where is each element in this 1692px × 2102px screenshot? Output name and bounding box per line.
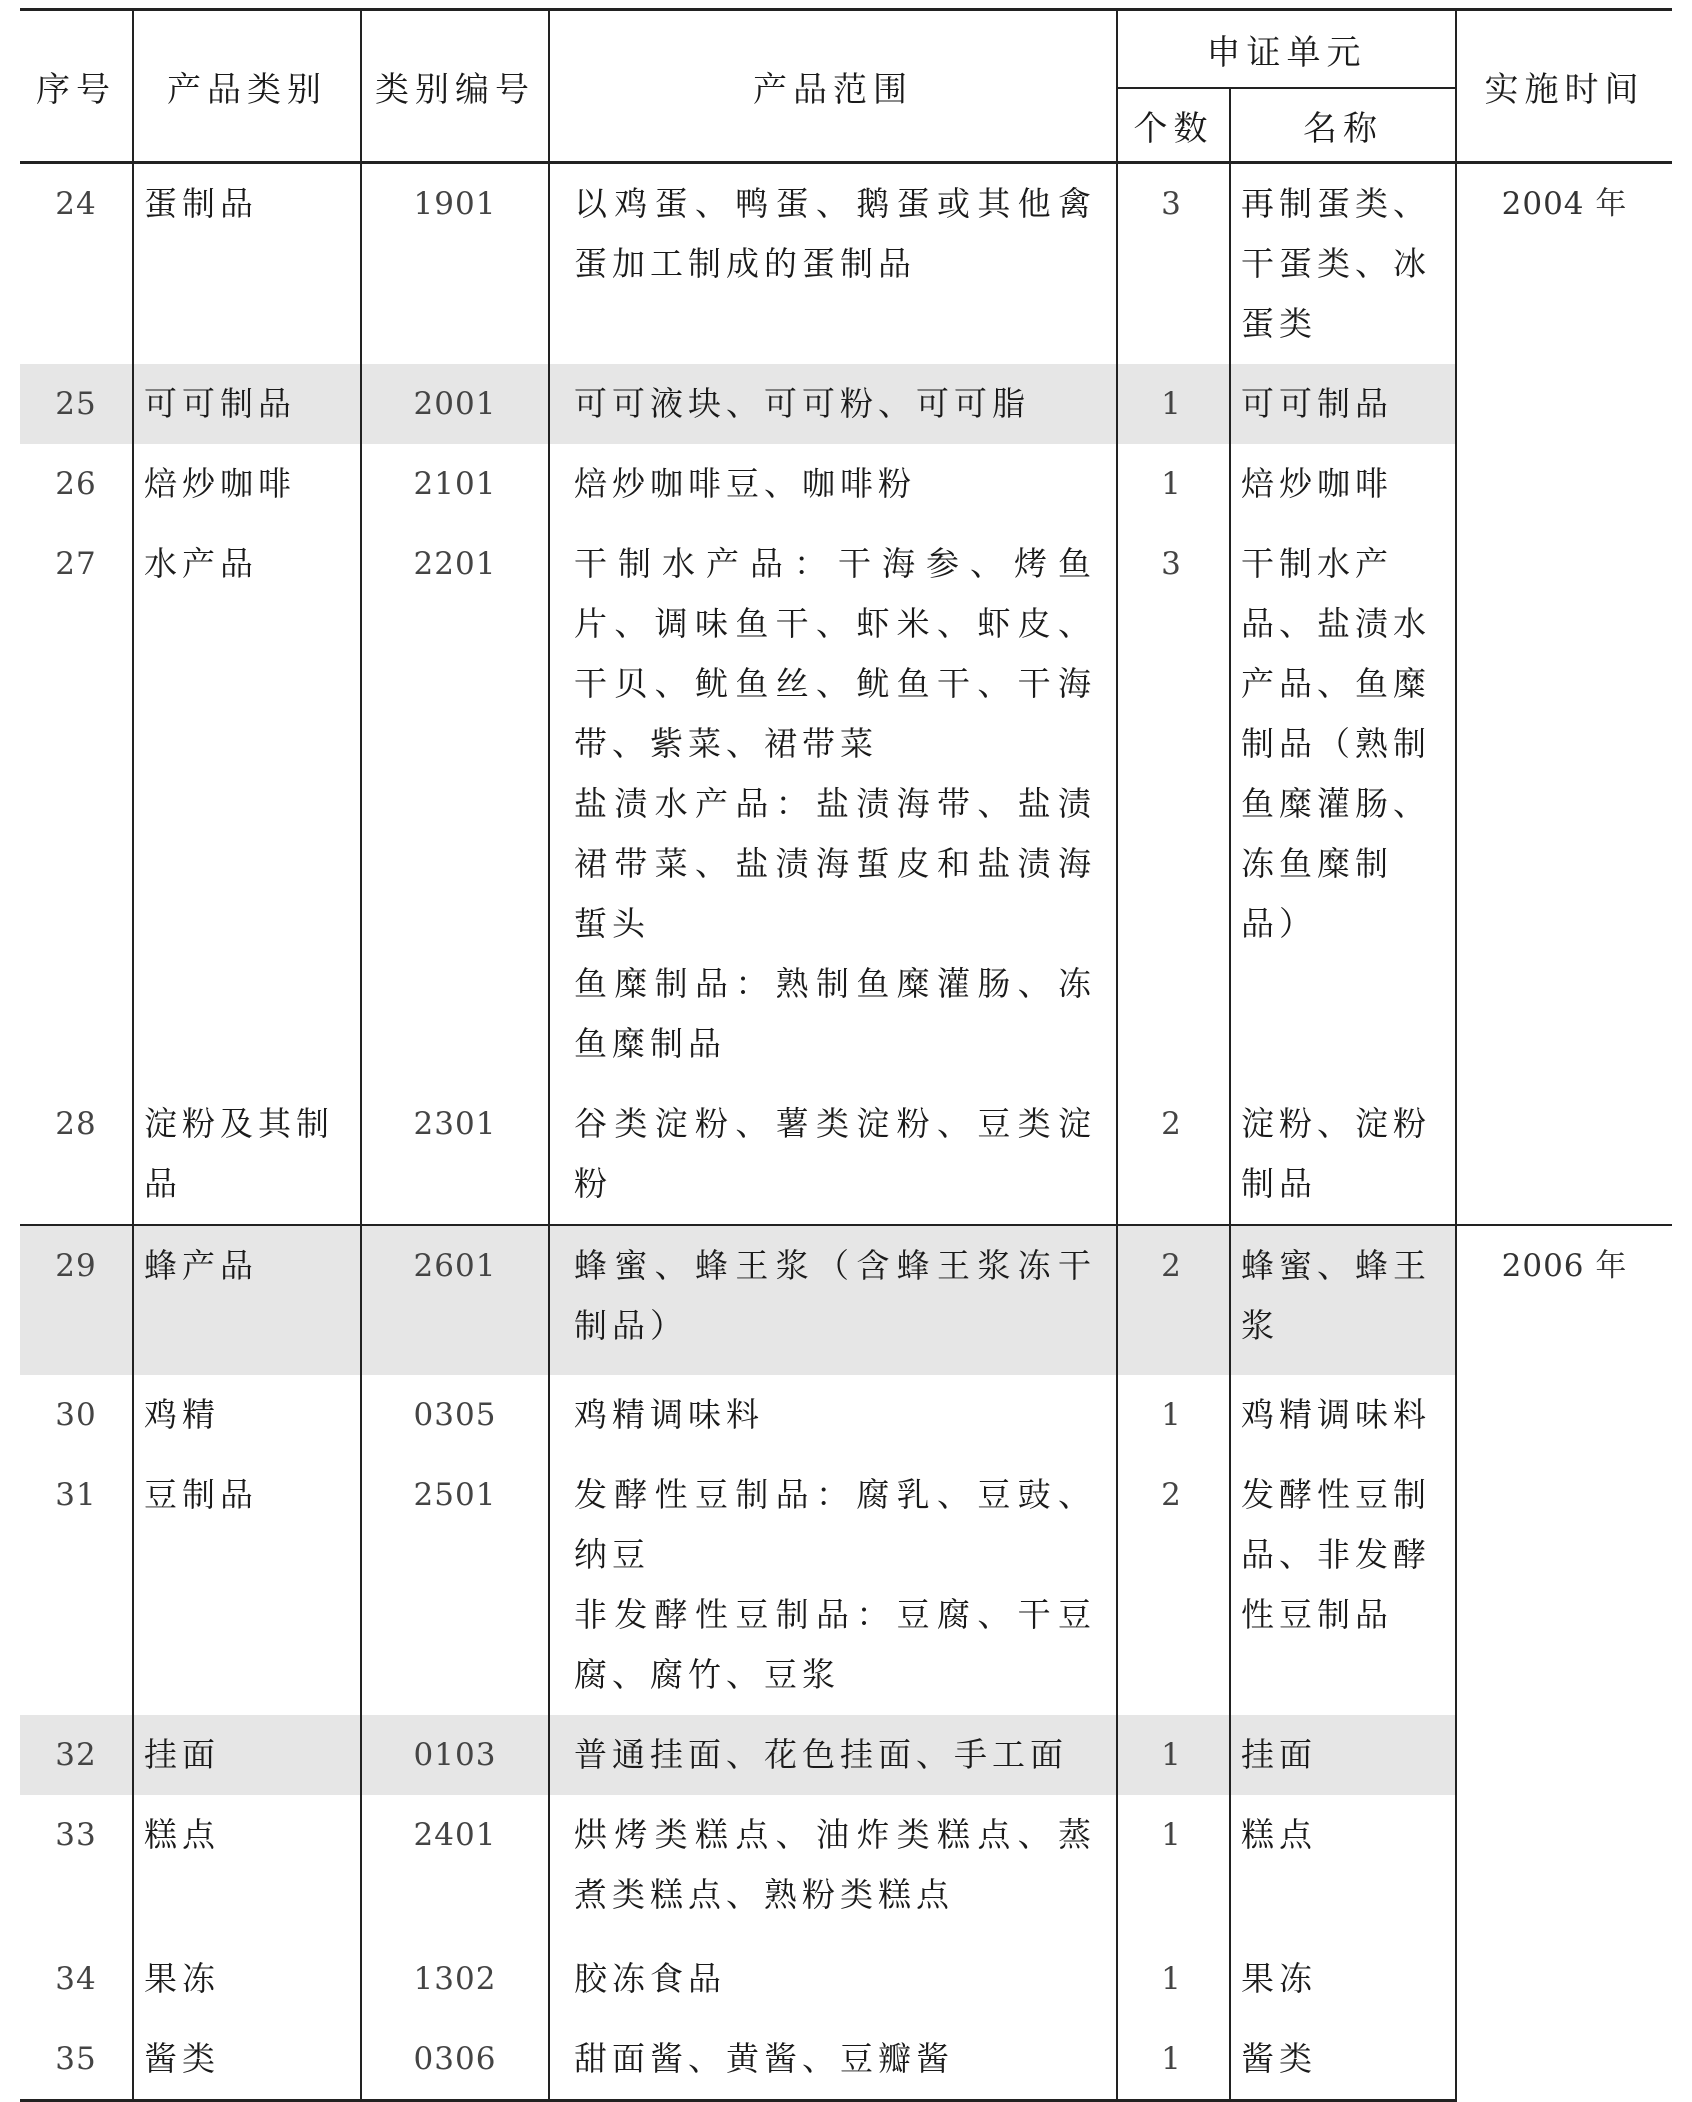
cell-scope: 以鸡蛋、鸭蛋、鹅蛋或其他禽蛋加工制成的蛋制品: [549, 163, 1117, 365]
cell-count: 1: [1117, 1939, 1230, 2019]
product-category-table: [20, 8, 1672, 2102]
cell-seq: 26: [20, 444, 133, 524]
cell-code: 0305: [361, 1375, 549, 1455]
cell-count: 1: [1117, 1375, 1230, 1455]
cell-name: 干制水产品、盐渍水产品、鱼糜制品（熟制鱼糜灌肠、冻鱼糜制品）: [1230, 524, 1456, 1084]
table-row: [20, 163, 1672, 365]
cell-name: 果冻: [1230, 1939, 1456, 2019]
cell-scope: 焙炒咖啡豆、咖啡粉: [549, 444, 1117, 524]
table-row: [20, 1084, 1672, 1225]
cell-count: 3: [1117, 163, 1230, 365]
table-row: [20, 524, 1672, 1084]
cell-category: 淀粉及其制品: [133, 1084, 361, 1225]
cell-code: 2601: [361, 1225, 549, 1375]
table-row: [20, 444, 1672, 524]
cell-category: 鸡精: [133, 1375, 361, 1455]
cell-category: 酱类: [133, 2019, 361, 2101]
cell-name: 酱类: [1230, 2019, 1456, 2101]
header-unit-name: 名称: [1230, 88, 1456, 163]
table-row: [20, 1939, 1672, 2019]
cell-seq: 29: [20, 1225, 133, 1375]
cell-scope: 胶冻食品: [549, 1939, 1117, 2019]
cell-scope: 可可液块、可可粉、可可脂: [549, 364, 1117, 444]
table-row: [20, 364, 1672, 444]
cell-name: 可可制品: [1230, 364, 1456, 444]
cell-scope: 鸡精调味料: [549, 1375, 1117, 1455]
cell-seq: 31: [20, 1455, 133, 1715]
table-body: [20, 163, 1672, 2101]
cell-count: 1: [1117, 444, 1230, 524]
cell-category: 蜂产品: [133, 1225, 361, 1375]
cell-count: 2: [1117, 1225, 1230, 1375]
cell-scope: 发酵性豆制品：腐乳、豆豉、纳豆 非发酵性豆制品：豆腐、干豆腐、腐竹、豆浆: [549, 1455, 1117, 1715]
cell-scope: 干制水产品：干海参、烤鱼片、调味鱼干、虾米、虾皮、干贝、鱿鱼丝、鱿鱼干、干海带、紫菜、裙带菜 盐渍水产品：盐渍海带、盐渍裙带菜、盐渍海蜇皮和盐渍海蜇头 鱼糜制品：熟制鱼糜灌肠、冻鱼糜制品: [549, 524, 1117, 1084]
cell-code: 2101: [361, 444, 549, 524]
cell-category: 豆制品: [133, 1455, 361, 1715]
cell-time-2006: 2006 年: [1456, 1225, 1672, 2101]
cell-category: 可可制品: [133, 364, 361, 444]
cell-scope: 甜面酱、黄酱、豆瓣酱: [549, 2019, 1117, 2101]
header-code: 类别编号: [361, 10, 549, 163]
cell-category: 水产品: [133, 524, 361, 1084]
cell-seq: 32: [20, 1715, 133, 1795]
cell-code: 1302: [361, 1939, 549, 2019]
header-unit-count: 个数: [1117, 88, 1230, 163]
cell-count: 3: [1117, 524, 1230, 1084]
cell-seq: 34: [20, 1939, 133, 2019]
cell-count: 2: [1117, 1084, 1230, 1225]
table-header: [20, 10, 1672, 163]
header-scope: 产品范围: [549, 10, 1117, 163]
table-row: [20, 1225, 1672, 1375]
cell-category: 糕点: [133, 1795, 361, 1939]
cell-code: 2001: [361, 364, 549, 444]
cell-scope: 蜂蜜、蜂王浆（含蜂王浆冻干制品）: [549, 1225, 1117, 1375]
cell-category: 焙炒咖啡: [133, 444, 361, 524]
cell-code: 2201: [361, 524, 549, 1084]
cell-count: 2: [1117, 1455, 1230, 1715]
data-table: [20, 8, 1672, 2102]
cell-scope: 普通挂面、花色挂面、手工面: [549, 1715, 1117, 1795]
table-row: [20, 2019, 1672, 2101]
cell-scope: 烘烤类糕点、油炸类糕点、蒸煮类糕点、熟粉类糕点: [549, 1795, 1117, 1939]
cell-code: 2401: [361, 1795, 549, 1939]
table-row: [20, 1715, 1672, 1795]
cell-seq: 33: [20, 1795, 133, 1939]
table-row: [20, 1375, 1672, 1455]
cell-category: 蛋制品: [133, 163, 361, 365]
header-time: 实施时间: [1456, 10, 1672, 163]
header-unit-group: 申证单元: [1117, 10, 1456, 89]
cell-category: 果冻: [133, 1939, 361, 2019]
cell-code: 1901: [361, 163, 549, 365]
cell-seq: 30: [20, 1375, 133, 1455]
cell-name: 糕点: [1230, 1795, 1456, 1939]
cell-category: 挂面: [133, 1715, 361, 1795]
header-seq: 序号: [20, 10, 133, 163]
cell-seq: 24: [20, 163, 133, 365]
cell-seq: 28: [20, 1084, 133, 1225]
cell-name: 蜂蜜、蜂王浆: [1230, 1225, 1456, 1375]
cell-count: 1: [1117, 1715, 1230, 1795]
cell-name: 鸡精调味料: [1230, 1375, 1456, 1455]
cell-code: 2301: [361, 1084, 549, 1225]
cell-name: 发酵性豆制品、非发酵性豆制品: [1230, 1455, 1456, 1715]
cell-seq: 27: [20, 524, 133, 1084]
cell-code: 0103: [361, 1715, 549, 1795]
cell-name: 再制蛋类、干蛋类、冰蛋类: [1230, 163, 1456, 365]
table-row: [20, 1795, 1672, 1939]
cell-time-2004: 2004 年: [1456, 163, 1672, 1226]
cell-count: 1: [1117, 364, 1230, 444]
cell-seq: 25: [20, 364, 133, 444]
cell-scope: 谷类淀粉、薯类淀粉、豆类淀粉: [549, 1084, 1117, 1225]
header-category: 产品类别: [133, 10, 361, 163]
cell-seq: 35: [20, 2019, 133, 2101]
table-row: [20, 1455, 1672, 1715]
cell-name: 焙炒咖啡: [1230, 444, 1456, 524]
cell-name: 淀粉、淀粉制品: [1230, 1084, 1456, 1225]
cell-code: 2501: [361, 1455, 549, 1715]
cell-name: 挂面: [1230, 1715, 1456, 1795]
cell-count: 1: [1117, 2019, 1230, 2101]
cell-code: 0306: [361, 2019, 549, 2101]
cell-count: 1: [1117, 1795, 1230, 1939]
